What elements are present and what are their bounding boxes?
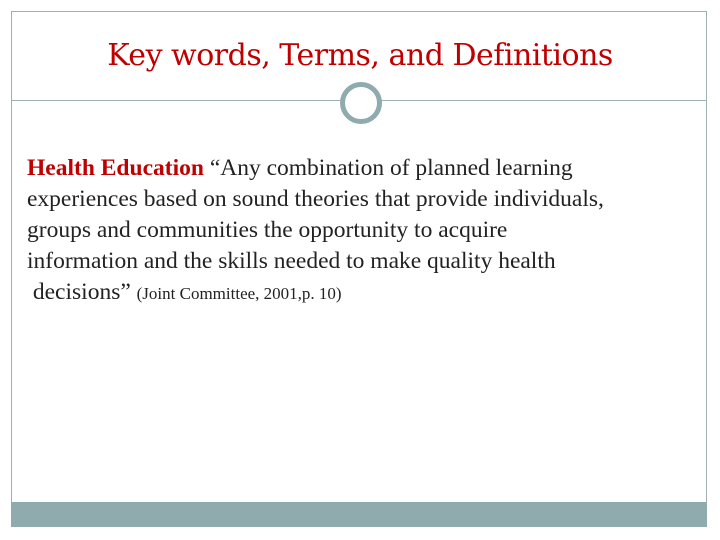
definition-line-5: decisions” (27, 279, 137, 305)
definition-line-1: “Any combination of planned learning (203, 155, 573, 181)
definition-line-3: groups and communities the opportunity to acquire (27, 217, 508, 243)
divider-circle-ornament (340, 82, 382, 124)
definition-paragraph (27, 153, 697, 309)
footer-bar (11, 502, 707, 527)
citation: (Joint Committee, 2001,p. 10) (136, 284, 342, 303)
definition-line-4: information and the skills needed to make quality health (27, 248, 556, 274)
definition-line-2: experiences based on sound theories that provide individuals, (27, 186, 604, 212)
slide-title: Key words, Terms, and Definitions (107, 38, 613, 73)
term-health-education: Health Education (27, 155, 204, 181)
